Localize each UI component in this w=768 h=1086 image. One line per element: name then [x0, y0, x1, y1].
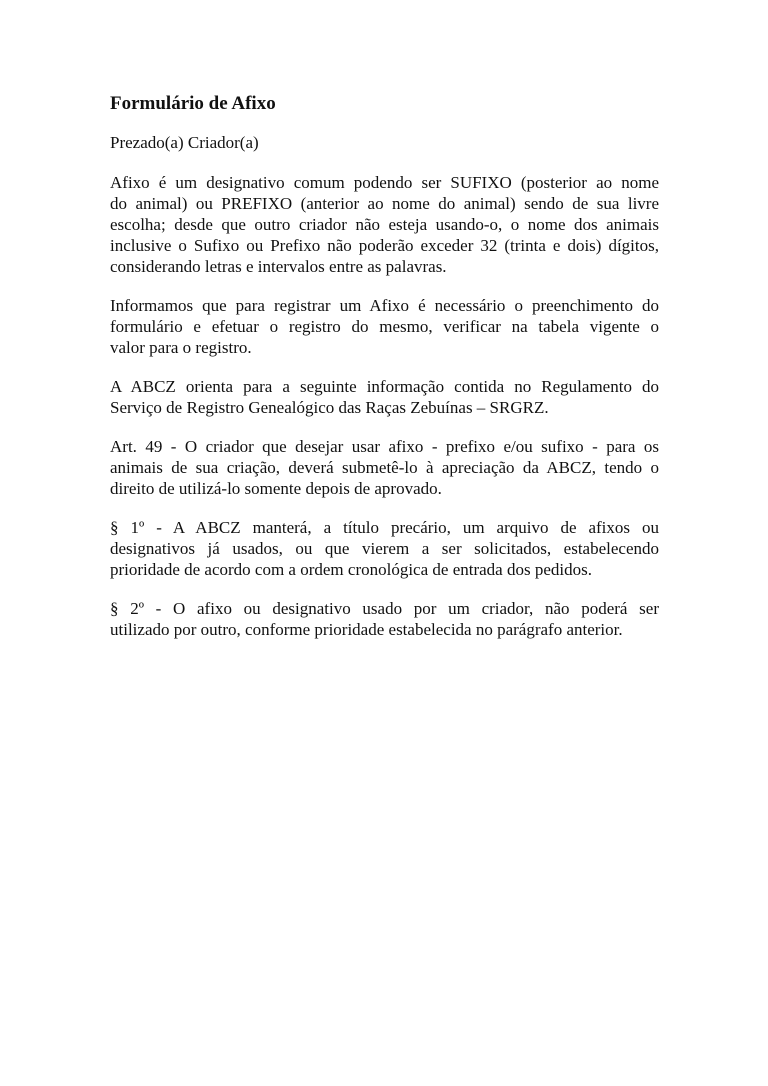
paragraph-afixo-definition: [110, 172, 659, 277]
paragraph-line: § 2º - O afixo ou designativo usado por um criador, não poderá ser: [110, 599, 659, 618]
paragraph-line: Afixo é um designativo comum podendo ser SUFIXO (posterior ao nome: [110, 173, 659, 192]
paragraph-line: utilizado por outro, conforme prioridade estabelecida no parágrafo anterior.: [110, 620, 623, 639]
paragraph-line: direito de utilizá-lo somente depois de aprovado.: [110, 479, 442, 498]
paragraph-line: do animal) ou PREFIXO (anterior ao nome do animal) sendo de sua livre: [110, 194, 659, 213]
paragraph-line: animais de sua criação, deverá submetê-lo à apreciação da ABCZ, tendo o: [110, 458, 659, 477]
paragraph-line: A ABCZ orienta para a seguinte informação contida no Regulamento do: [110, 377, 659, 396]
document-page: [110, 92, 659, 658]
salutation: Prezado(a) Criador(a): [110, 133, 259, 152]
paragraph-article-49: [110, 436, 659, 499]
paragraph-line: Serviço de Registro Genealógico das Raças Zebuínas – SRGRZ.: [110, 398, 549, 417]
paragraph-section-1: [110, 517, 659, 580]
paragraph-line: escolha; desde que outro criador não esteja usando-o, o nome dos animais: [110, 215, 659, 234]
paragraph-line: valor para o registro.: [110, 338, 252, 357]
paragraph-section-2: [110, 598, 659, 640]
paragraph-line: formulário e efetuar o registro do mesmo, verificar na tabela vigente o: [110, 317, 659, 336]
paragraph-line: § 1º - A ABCZ manterá, a título precário, um arquivo de afixos ou: [110, 518, 659, 537]
paragraph-abcz-orientation: [110, 376, 659, 418]
paragraph-line: considerando letras e intervalos entre as palavras.: [110, 257, 447, 276]
paragraph-registration-info: [110, 295, 659, 358]
document-title: Formulário de Afixo: [110, 93, 276, 114]
paragraph-line: Informamos que para registrar um Afixo é necessário o preenchimento do: [110, 296, 659, 315]
paragraph-line: designativos já usados, ou que vierem a ser solicitados, estabelecendo: [110, 539, 659, 558]
paragraph-line: inclusive o Sufixo ou Prefixo não poderão exceder 32 (trinta e dois) dígitos,: [110, 236, 659, 255]
paragraph-line: Art. 49 - O criador que desejar usar afixo - prefixo e/ou sufixo - para os: [110, 437, 659, 456]
paragraph-line: prioridade de acordo com a ordem cronológica de entrada dos pedidos.: [110, 560, 592, 579]
